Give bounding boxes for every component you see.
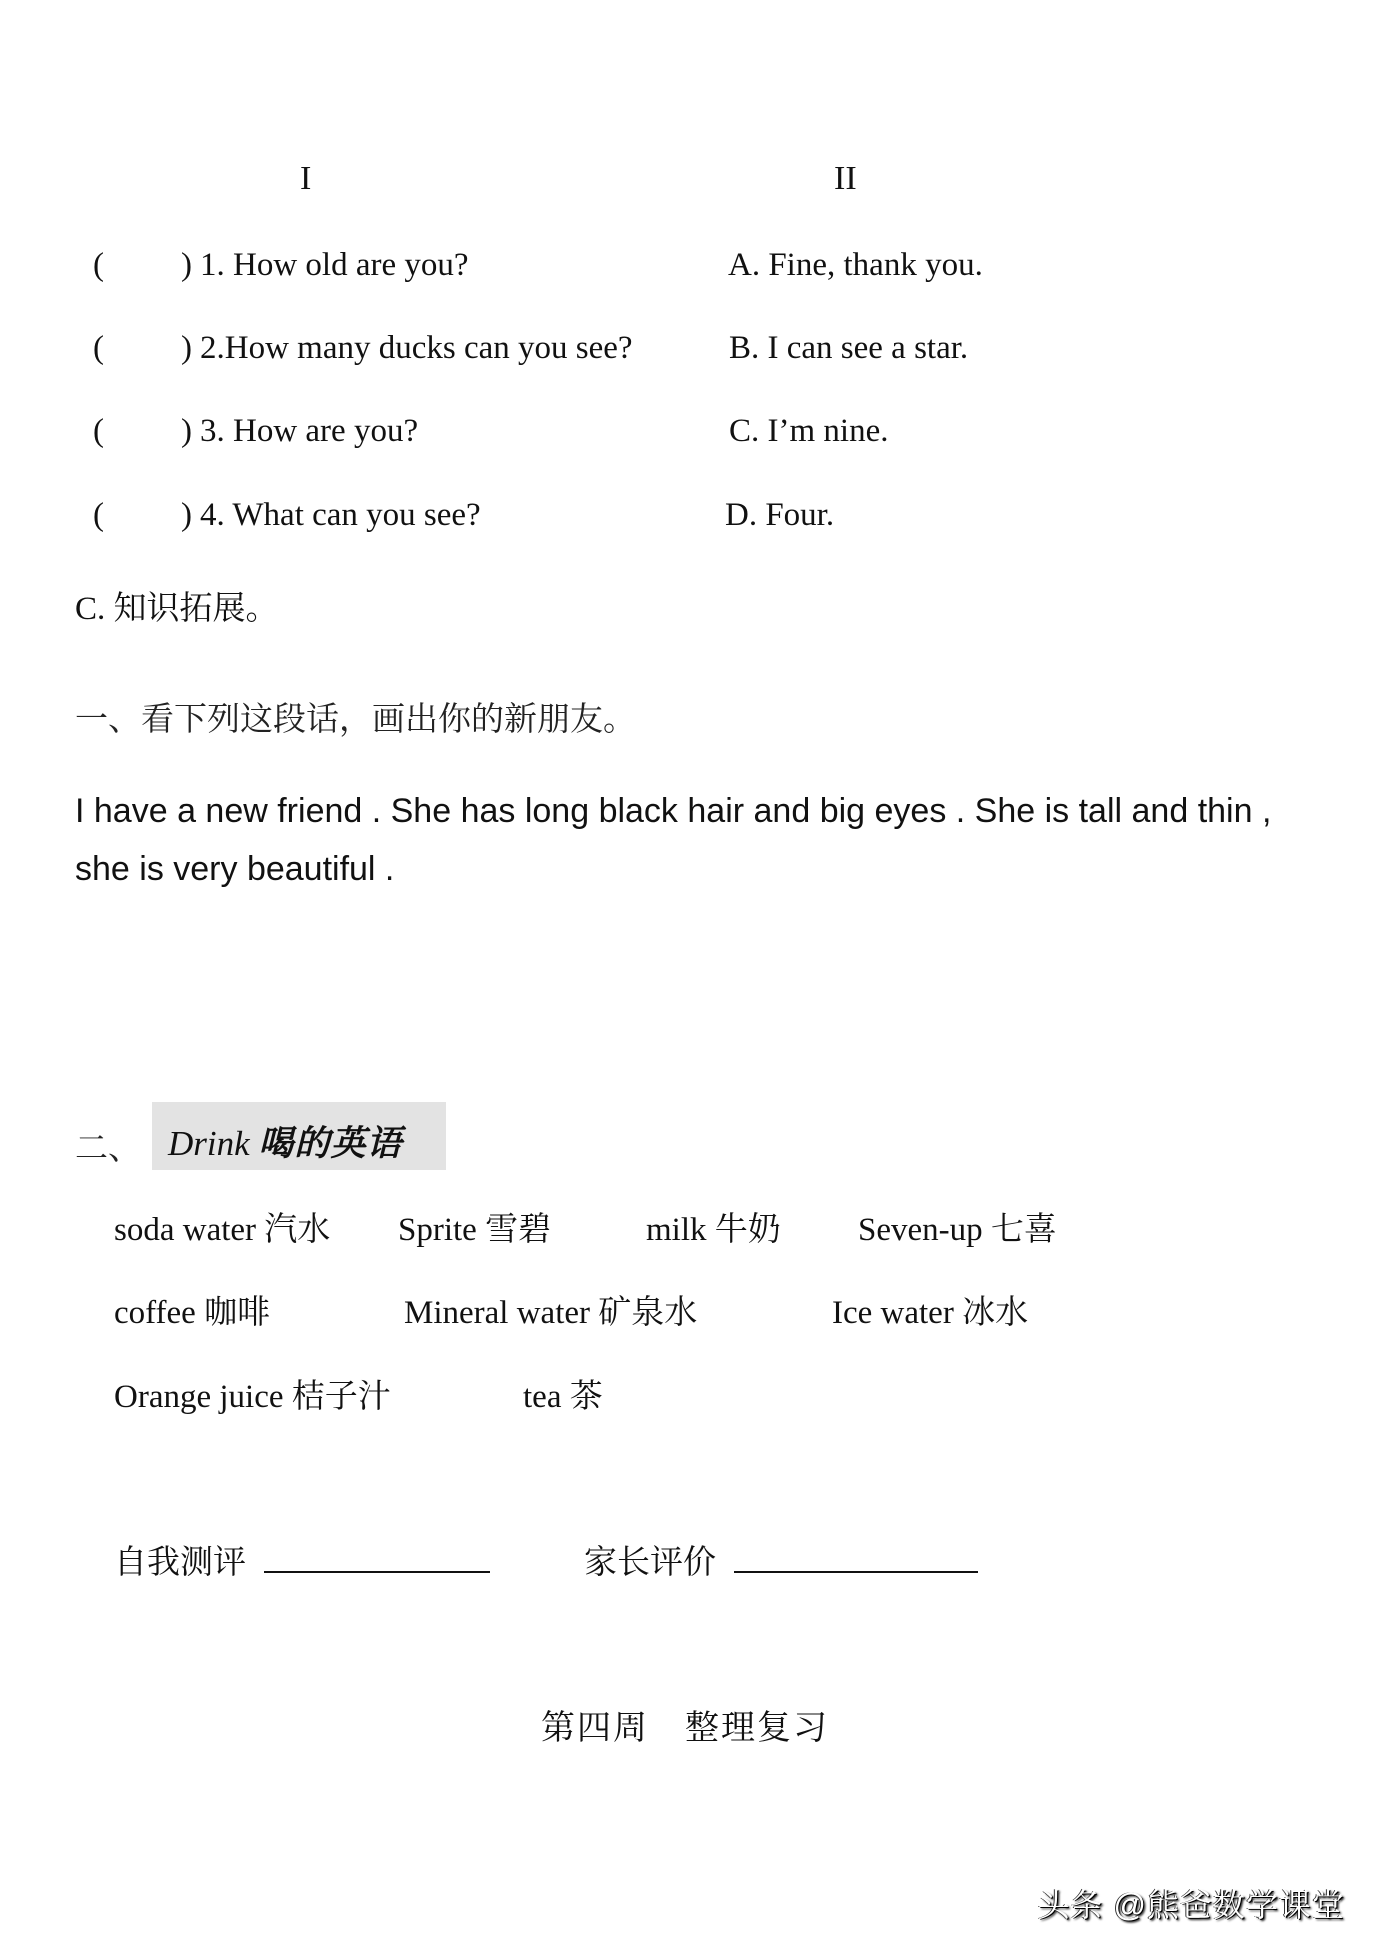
answer-option-c: C. I’m nine. (729, 413, 889, 449)
column-header-ii: II (834, 160, 857, 197)
answer-option-a: A. Fine, thank you. (728, 247, 983, 283)
task1-instruction: 一、看下列这段话，画出你的新朋友。 (75, 702, 636, 738)
vocab-item: Sprite 雪碧 (398, 1212, 552, 1248)
answer-option-b: B. I can see a star. (729, 330, 969, 366)
self-evaluation-blank[interactable] (264, 1571, 490, 1573)
question-text: 1. How old are you? (200, 247, 469, 283)
vocab-item: Mineral water 矿泉水 (404, 1295, 698, 1331)
vocab-item: milk 牛奶 (646, 1212, 781, 1248)
answer-blank-close: ) (181, 413, 192, 449)
answer-blank-open: ( (93, 497, 104, 533)
question-text: 2.How many ducks can you see? (200, 330, 633, 366)
vocab-item: soda water 汽水 (114, 1212, 331, 1248)
vocab-item: Orange juice 桔子汁 (114, 1379, 391, 1415)
task2-number: 二、 (75, 1131, 141, 1167)
answer-blank-close: ) (181, 497, 192, 533)
question-text: 4. What can you see? (200, 497, 481, 533)
vocab-item: Seven-up 七喜 (858, 1212, 1057, 1248)
week-four-title: 第四周 整理复习 (541, 1710, 829, 1747)
column-header-i: I (300, 160, 312, 197)
vocab-item: Ice water 冰水 (832, 1295, 1029, 1331)
answer-blank-open: ( (93, 330, 104, 366)
task2-title-zh: 喝的英语 (258, 1124, 403, 1163)
task2-title-en: Drink (168, 1124, 250, 1163)
vocab-item: tea 茶 (523, 1379, 603, 1415)
vocab-item: coffee 咖啡 (114, 1295, 271, 1331)
answer-blank-close: ) (181, 247, 192, 283)
task1-passage: I have a new friend . She has long black hair and big eyes . She is tall and thin , she is very beautiful . (75, 792, 1272, 888)
parent-evaluation-label: 家长评价 (584, 1545, 716, 1581)
task2-title (168, 1116, 402, 1166)
watermark: 头条 @熊爸数学课堂 (1037, 1887, 1345, 1923)
answer-blank-close: ) (181, 330, 192, 366)
answer-blank-open: ( (93, 247, 104, 283)
question-text: 3. How are you? (200, 413, 419, 449)
answer-option-d: D. Four. (725, 497, 835, 533)
answer-blank-open: ( (93, 413, 104, 449)
self-evaluation-label: 自我测评 (114, 1545, 246, 1581)
parent-evaluation-blank[interactable] (734, 1571, 978, 1573)
section-c-heading: C. 知识拓展。 (75, 591, 279, 627)
